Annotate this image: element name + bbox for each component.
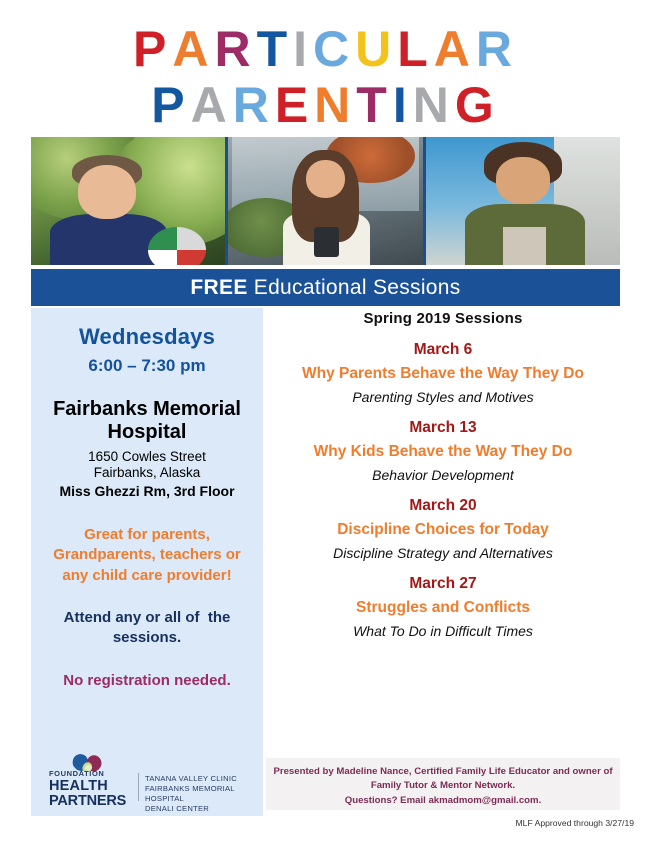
photo-strip	[31, 137, 620, 265]
session-subtitle: What To Do in Difficult Times	[353, 623, 533, 639]
title-letter: I	[293, 21, 314, 77]
session-title: Why Kids Behave the Way They Do	[313, 443, 573, 460]
flyer-title	[0, 21, 651, 133]
venue-name: Fairbanks Memorial Hospital	[53, 398, 241, 443]
title-letter: A	[433, 21, 476, 77]
session-item	[266, 419, 620, 483]
logo-wordmark	[49, 770, 135, 809]
title-letter: L	[397, 21, 434, 77]
session-item	[266, 341, 620, 405]
session-title: Why Parents Behave the Way They Do	[302, 365, 584, 382]
title-letter: U	[355, 21, 398, 77]
free-sessions-banner-text	[190, 276, 460, 300]
logo-facility-list	[145, 774, 254, 814]
free-sessions-banner	[31, 269, 620, 306]
photo-laughing-child	[426, 137, 620, 265]
audience-note: Great for parents, Grandparents, teachers or any child care provider!	[53, 526, 241, 584]
title-letter: I	[392, 77, 413, 133]
session-subtitle: Parenting Styles and Motives	[352, 389, 534, 405]
title-line-parenting	[0, 77, 651, 133]
title-letter: C	[313, 21, 356, 77]
title-letter: T	[256, 21, 294, 77]
details-panel	[31, 308, 263, 816]
title-letter: E	[274, 77, 315, 133]
title-letter: N	[412, 77, 455, 133]
logo-partners-text: PARTNERS	[49, 793, 127, 809]
photo-boy-with-ball	[31, 137, 225, 265]
venue-room: Miss Ghezzi Rm, 3rd Floor	[59, 483, 235, 499]
educational-sessions-label: Educational Sessions	[247, 275, 461, 299]
presenter-footer	[266, 758, 620, 810]
photo-teen-with-phone	[228, 137, 422, 265]
title-letter: G	[454, 77, 500, 133]
session-subtitle: Behavior Development	[372, 467, 514, 483]
foundation-health-partners-logo	[46, 754, 254, 814]
session-item	[266, 575, 620, 639]
session-item	[266, 497, 620, 561]
logo-facility-tanana-valley-clinic: TANANA VALLEY CLINIC	[145, 774, 237, 783]
logo-health-text: HEALTH	[49, 777, 108, 794]
meeting-time: 6:00 – 7:30 pm	[88, 356, 206, 375]
registration-note: No registration needed.	[63, 672, 231, 690]
title-letter: T	[356, 77, 393, 133]
attendance-note: Attend any or all of the sessions.	[63, 608, 235, 646]
presenter-line-2: Family Tutor & Mentor Network.	[370, 780, 516, 792]
session-date: March 13	[409, 419, 477, 436]
title-letter: A	[190, 77, 233, 133]
sessions-heading: Spring 2019 Sessions	[363, 310, 523, 327]
venue-street: 1650 Cowles Street	[88, 449, 206, 464]
logo-facility-denali-center: DENALI CENTER	[145, 804, 210, 814]
title-letter: P	[132, 21, 173, 77]
session-title: Discipline Choices for Today	[337, 521, 549, 538]
logo-facility-fairbanks-memorial-hospital: FAIRBANKS MEMORIAL HOSPITAL	[145, 784, 235, 804]
approval-stamp: MLF Approved through 3/27/19	[515, 818, 634, 828]
venue-city: Fairbanks, Alaska	[93, 465, 201, 480]
title-letter: R	[232, 77, 275, 133]
meeting-day: Wednesdays	[78, 324, 216, 349]
presenter-contact: Questions? Email akmadmom@gmail.com.	[344, 794, 542, 806]
presenter-line-1: Presented by Madeline Nance, Certified Family Life Educator and owner of	[273, 766, 613, 777]
logo-divider	[138, 773, 139, 801]
title-letter: A	[172, 21, 215, 77]
session-date: March 27	[409, 575, 477, 592]
title-letter: R	[475, 21, 518, 77]
title-letter: R	[214, 21, 257, 77]
title-letter: P	[151, 77, 191, 133]
logo-foundation-text: FOUNDATION	[49, 769, 105, 778]
session-title: Struggles and Conflicts	[356, 599, 530, 616]
session-subtitle: Discipline Strategy and Alternatives	[333, 545, 553, 561]
title-letter: N	[314, 77, 357, 133]
sessions-column	[266, 310, 620, 639]
title-line-particular	[0, 21, 651, 77]
sessions-list	[266, 341, 620, 639]
session-date: March 6	[413, 341, 473, 358]
session-date: March 20	[409, 497, 477, 514]
free-label: FREE	[190, 275, 248, 299]
